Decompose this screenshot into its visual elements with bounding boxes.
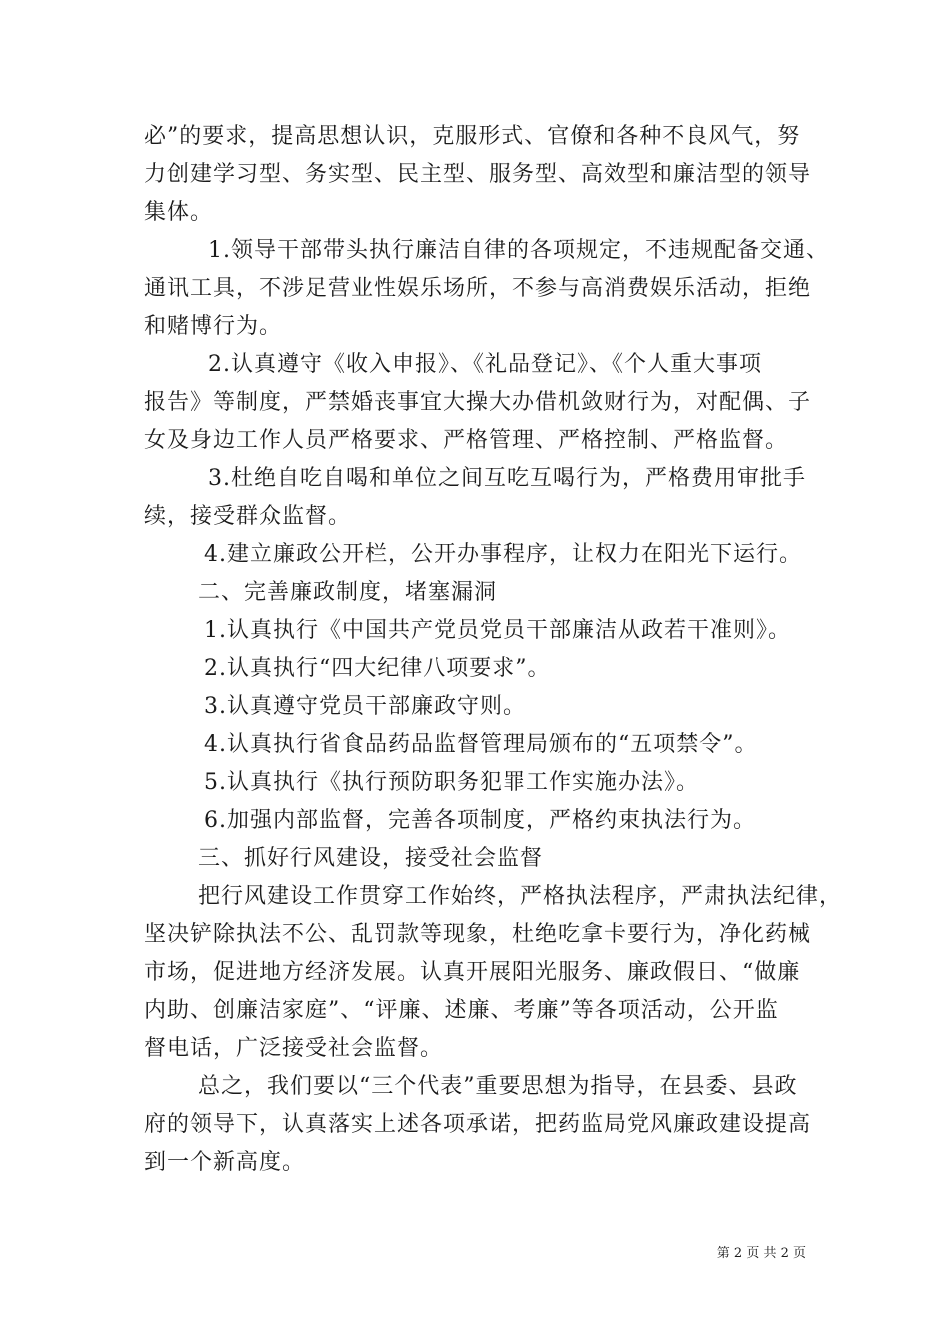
list-item-2: 2.认真遵守《收入申报》、《礼品登记》、《个人重大事项 xyxy=(208,352,762,377)
rule-item-1: 1.认真执行《中国共产党员党员干部廉洁从政若干准则》。 xyxy=(204,618,791,643)
rule-item-5: 5.认真执行《执行预防职务犯罪工作实施办法》。 xyxy=(204,770,699,795)
list-item-3: 3.杜绝自吃自喝和单位之间互吃互喝行为，严格费用审批手 xyxy=(208,466,806,491)
text-line: 和赌博行为。 xyxy=(144,314,283,339)
list-item-4: 4.建立廉政公开栏，公开办事程序，让权力在阳光下运行。 xyxy=(204,542,802,567)
text-line: 报告》等制度，严禁婚丧事宜大操大办借机敛财行为，对配偶、子 xyxy=(144,390,812,415)
section-heading-2: 二、完善廉政制度，堵塞漏洞 xyxy=(198,580,498,605)
text-line: 必”的要求，提高思想认识，克服形式、官僚和各种不良风气，努 xyxy=(144,124,801,149)
text-line: 集体。 xyxy=(144,200,214,225)
text-line: 把行风建设工作贯穿工作始终，严格执法程序，严肃执法纪律， xyxy=(198,884,843,909)
rule-item-3: 3.认真遵守党员干部廉政守则。 xyxy=(204,694,526,719)
text-line: 坚决铲除执法不公、乱罚款等现象，杜绝吃拿卡要行为，净化药械 xyxy=(144,922,812,947)
rule-item-4: 4.认真执行省食品药品监督管理局颁布的“五项禁令”。 xyxy=(204,732,758,757)
text-line: 府的领导下，认真落实上述各项承诺，把药监局党风廉政建设提高 xyxy=(144,1112,812,1137)
text-line: 市场，促进地方经济发展。认真开展阳光服务、廉政假日、“做廉 xyxy=(144,960,801,985)
section-heading-3: 三、抓好行风建设，接受社会监督 xyxy=(198,846,544,871)
text-line: 总之，我们要以“三个代表”重要思想为指导，在县委、县政 xyxy=(198,1074,798,1099)
text-line: 到一个新高度。 xyxy=(144,1150,306,1175)
text-line: 力创建学习型、务实型、民主型、服务型、高效型和廉洁型的领导 xyxy=(144,162,812,187)
list-item-1: 1.领导干部带头执行廉洁自律的各项规定，不违规配备交通、 xyxy=(208,238,829,263)
rule-item-2: 2.认真执行“四大纪律八项要求”。 xyxy=(204,656,551,681)
page-number: 第 2 页 共 2 页 xyxy=(716,1246,806,1261)
text-line: 督电话，广泛接受社会监督。 xyxy=(144,1036,444,1061)
rule-item-6: 6.加强内部监督，完善各项制度，严格约束执法行为。 xyxy=(204,808,756,833)
text-line: 续，接受群众监督。 xyxy=(144,504,352,529)
text-line: 女及身边工作人员严格要求、严格管理、严格控制、严格监督。 xyxy=(144,428,789,453)
text-line: 内助、创廉洁家庭”、“评廉、述廉、考廉”等各项活动，公开监 xyxy=(144,998,779,1023)
text-line: 通讯工具，不涉足营业性娱乐场所，不参与高消费娱乐活动，拒绝 xyxy=(144,276,812,301)
